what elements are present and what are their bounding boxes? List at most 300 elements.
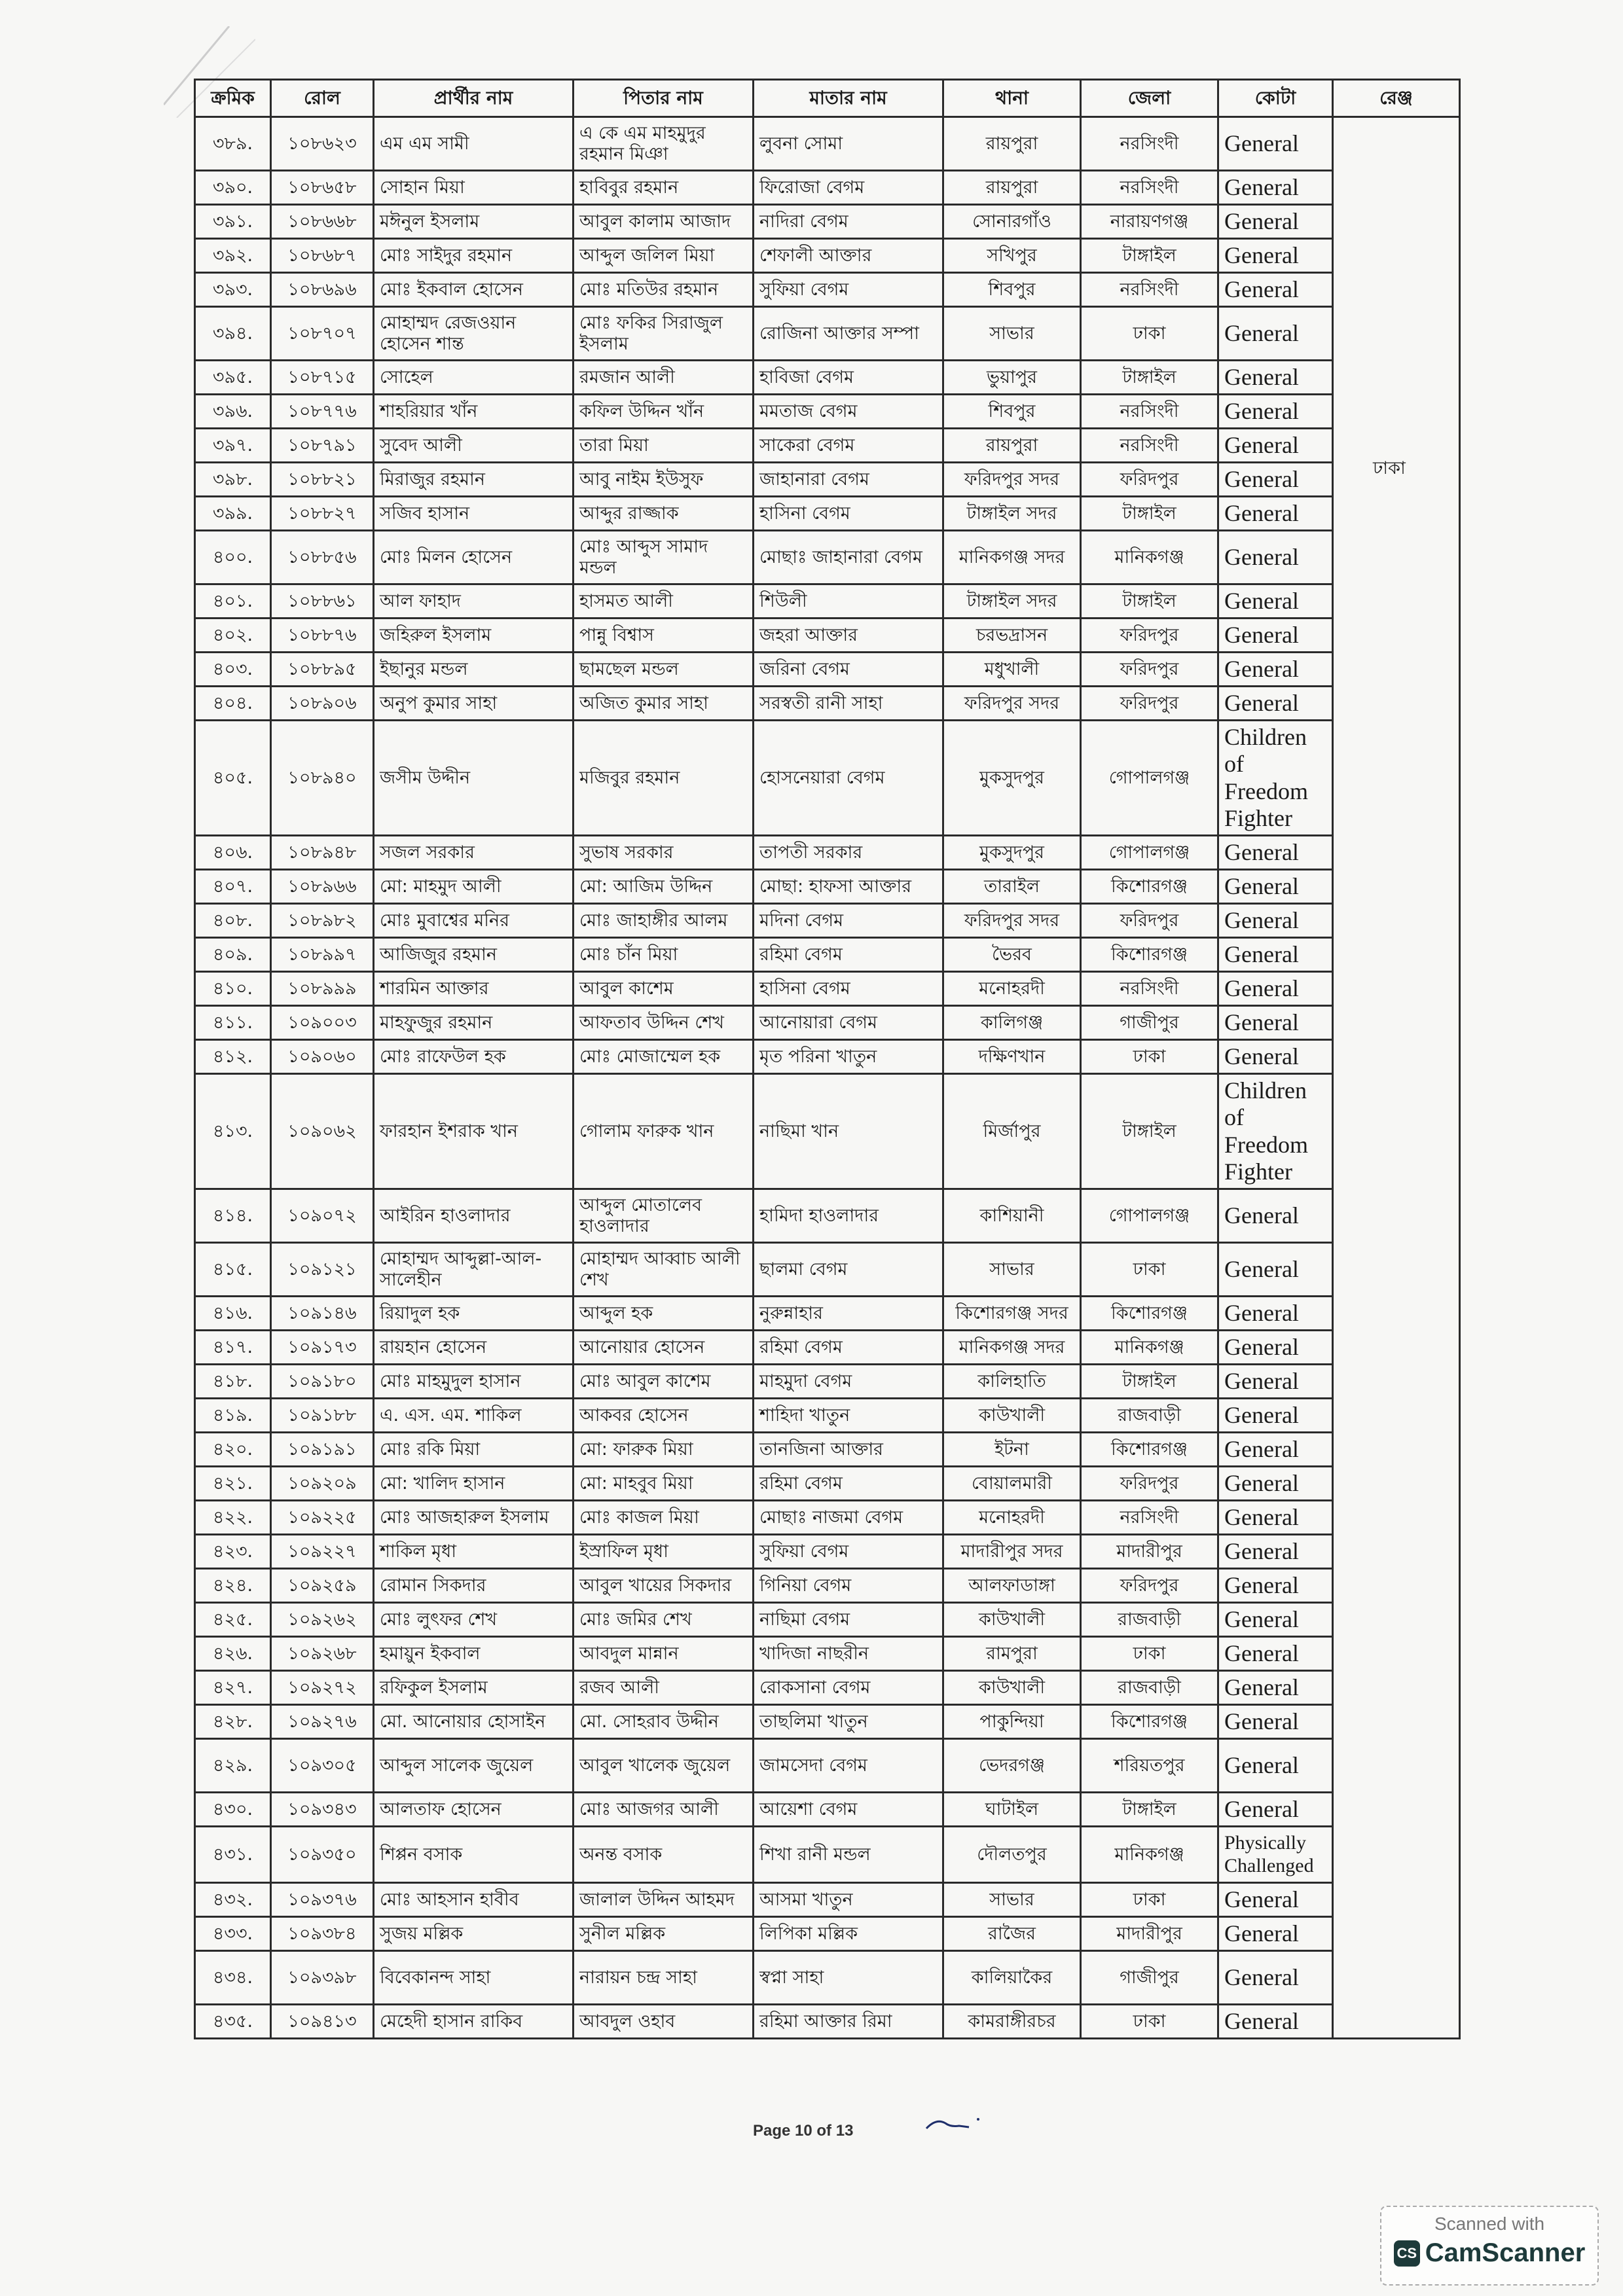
cell-district: কিশোরগঞ্জ (1081, 1433, 1218, 1467)
cell-serial: ৪১৮. (195, 1365, 271, 1399)
table-row (195, 584, 1460, 619)
cell-roll: ১০৮৬৮৭ (271, 239, 374, 273)
cell-father: মোঃ কাজল মিয়া (574, 1501, 754, 1535)
cell-mother: সরস্বতী রানী সাহা (754, 687, 943, 721)
cell-thana: আলফাডাঙ্গা (943, 1569, 1081, 1603)
cell-father: আবুল খায়ের সিকদার (574, 1569, 754, 1603)
table-row (195, 904, 1460, 938)
cell-quota: Physically Challenged (1218, 1827, 1333, 1883)
cell-mother: মৃত পরিনা খাতুন (754, 1040, 943, 1074)
cell-roll: ১০৮৯৪০ (271, 721, 374, 836)
cell-serial: ৪৩০. (195, 1793, 271, 1827)
cell-mother: রহিমা বেগম (754, 1467, 943, 1501)
table-row (195, 1603, 1460, 1637)
cell-roll: ১০৮৮২৭ (271, 497, 374, 531)
cell-quota: General (1218, 307, 1333, 361)
watermark-brand-name: CamScanner (1425, 2238, 1586, 2267)
table-row (195, 721, 1460, 836)
cell-serial: ৪২৭. (195, 1671, 271, 1705)
cell-quota: General (1218, 904, 1333, 938)
cell-father: রমজান আলী (574, 361, 754, 395)
cell-thana: সোনারগাঁও (943, 205, 1081, 239)
cell-name: আইরিন হাওলাদার (374, 1189, 574, 1243)
cell-name: মোঃ রাফেউল হক (374, 1040, 574, 1074)
cell-name: জসীম উদ্দীন (374, 721, 574, 836)
table-row (195, 1074, 1460, 1189)
cell-roll: ১০৯৩৭৬ (271, 1883, 374, 1917)
cell-serial: ৪০১. (195, 584, 271, 619)
cell-thana: ইটনা (943, 1433, 1081, 1467)
cell-mother: মাহমুদা বেগম (754, 1365, 943, 1399)
cell-quota: General (1218, 1243, 1333, 1297)
cell-district: ঢাকা (1081, 1883, 1218, 1917)
cell-thana: ফরিদপুর সদর (943, 463, 1081, 497)
cell-district: রাজবাড়ী (1081, 1399, 1218, 1433)
cell-roll: ১০৯২৬২ (271, 1603, 374, 1637)
cell-father: আবদুল ওহাব (574, 2005, 754, 2039)
cell-serial: ৪২৫. (195, 1603, 271, 1637)
cell-quota: General (1218, 463, 1333, 497)
cell-father: আব্দুর রাজ্জাক (574, 497, 754, 531)
cell-thana: ভৈরব (943, 938, 1081, 972)
cell-mother: হাসিনা বেগম (754, 972, 943, 1006)
cell-roll: ১০৮৯৮২ (271, 904, 374, 938)
cell-name: মো: মাহমুদ আলী (374, 870, 574, 904)
cell-father: কফিল উদ্দিন খাঁন (574, 395, 754, 429)
cell-mother: জহরা আক্তার (754, 619, 943, 653)
cell-roll: ১০৯১৪৬ (271, 1297, 374, 1331)
cell-roll: ১০৮৮৬১ (271, 584, 374, 619)
cell-thana: কাউখালী (943, 1399, 1081, 1433)
candidate-table (194, 79, 1461, 2039)
cell-district: ঢাকা (1081, 307, 1218, 361)
cell-roll: ১০৮৯৬৬ (271, 870, 374, 904)
cell-quota: General (1218, 1637, 1333, 1671)
table-row (195, 1399, 1460, 1433)
signature-mark (923, 2115, 982, 2135)
header-district: জেলা (1081, 80, 1218, 117)
cell-father: নারায়ন চন্দ্র সাহা (574, 1951, 754, 2005)
cell-father: মো: ফারুক মিয়া (574, 1433, 754, 1467)
table-row (195, 273, 1460, 307)
cell-name: সুবেদ আলী (374, 429, 574, 463)
table-row (195, 1705, 1460, 1739)
cell-name: মোহাম্মদ রেজওয়ান হোসেন শান্ত (374, 307, 574, 361)
cell-thana: কিশোরগঞ্জ সদর (943, 1297, 1081, 1331)
cell-mother: রহিমা আক্তার রিমা (754, 2005, 943, 2039)
table-row (195, 1827, 1460, 1883)
header-roll: রোল (271, 80, 374, 117)
cell-district: টাঙ্গাইল (1081, 239, 1218, 273)
cell-name: মোঃ মাহমুদুল হাসান (374, 1365, 574, 1399)
cell-roll: ১০৮৭৯১ (271, 429, 374, 463)
cell-thana: ঘাটাইল (943, 1793, 1081, 1827)
cell-serial: ৪১৬. (195, 1297, 271, 1331)
header-thana: থানা (943, 80, 1081, 117)
cell-father: মো: মাহবুব মিয়া (574, 1467, 754, 1501)
table-row (195, 205, 1460, 239)
cell-roll: ১০৮৮২১ (271, 463, 374, 497)
table-row (195, 307, 1460, 361)
cell-quota: General (1218, 1365, 1333, 1399)
cell-quota: General (1218, 1399, 1333, 1433)
cell-quota: General (1218, 1006, 1333, 1040)
cell-father: তারা মিয়া (574, 429, 754, 463)
cell-roll: ১০৯১৮০ (271, 1365, 374, 1399)
cell-roll: ১০৯২৬৮ (271, 1637, 374, 1671)
cell-mother: মোছাঃ জাহানারা বেগম (754, 531, 943, 584)
cell-district: নরসিংদী (1081, 429, 1218, 463)
cell-district: ফরিদপুর (1081, 1569, 1218, 1603)
cell-thana: শিবপুর (943, 395, 1081, 429)
cell-serial: ৪৩৩. (195, 1917, 271, 1951)
cell-father: আবদুল মান্নান (574, 1637, 754, 1671)
cell-roll: ১০৮৮৫৬ (271, 531, 374, 584)
table-row (195, 1365, 1460, 1399)
cell-mother: শেফালী আক্তার (754, 239, 943, 273)
cell-district: ঢাকা (1081, 1040, 1218, 1074)
table-row (195, 870, 1460, 904)
table-row (195, 619, 1460, 653)
cell-mother: ছালমা বেগম (754, 1243, 943, 1297)
cell-district: শরিয়তপুর (1081, 1739, 1218, 1793)
header-name: প্রার্থীর নাম (374, 80, 574, 117)
cell-quota: General (1218, 619, 1333, 653)
cell-roll: ১০৯০৭২ (271, 1189, 374, 1243)
table-row (195, 1006, 1460, 1040)
cell-thana: ফরিদপুর সদর (943, 687, 1081, 721)
cell-district: ফরিদপুর (1081, 687, 1218, 721)
cell-quota: General (1218, 653, 1333, 687)
cell-serial: ৪১০. (195, 972, 271, 1006)
cell-mother: শিখা রানী মন্ডল (754, 1827, 943, 1883)
cell-roll: ১০৯০৬০ (271, 1040, 374, 1074)
cell-name: আলতাফ হোসেন (374, 1793, 574, 1827)
cell-quota: General (1218, 1433, 1333, 1467)
cell-thana: মধুখালী (943, 653, 1081, 687)
cell-mother: শিউলী (754, 584, 943, 619)
cell-district: ফরিদপুর (1081, 619, 1218, 653)
cell-mother: তাছলিমা খাতুন (754, 1705, 943, 1739)
cell-mother: স্বপ্না সাহা (754, 1951, 943, 2005)
cell-mother: হামিদা হাওলাদার (754, 1189, 943, 1243)
cell-thana: মুকসুদপুর (943, 721, 1081, 836)
cell-thana: রাজৈর (943, 1917, 1081, 1951)
cell-roll: ১০৯৩৪৩ (271, 1793, 374, 1827)
cell-thana: টাঙ্গাইল সদর (943, 497, 1081, 531)
table-row (195, 239, 1460, 273)
cell-roll: ১০৯১২১ (271, 1243, 374, 1297)
cell-quota: General (1218, 497, 1333, 531)
cell-serial: ৪০৮. (195, 904, 271, 938)
cell-name: মোঃ সাইদুর রহমান (374, 239, 574, 273)
table-header-row (195, 80, 1460, 117)
cell-name: আল ফাহাদ (374, 584, 574, 619)
cell-quota: General (1218, 2005, 1333, 2039)
cell-quota: General (1218, 1603, 1333, 1637)
cell-name: ইছানুর মন্ডল (374, 653, 574, 687)
cell-father: মোঃ আব্দুস সামাদ মন্ডল (574, 531, 754, 584)
cell-district: গাজীপুর (1081, 1951, 1218, 2005)
cell-name: মাহফুজুর রহমান (374, 1006, 574, 1040)
cell-father: মো: আজিম উদ্দিন (574, 870, 754, 904)
cell-district: টাঙ্গাইল (1081, 1074, 1218, 1189)
cell-thana: কাশিয়ানী (943, 1189, 1081, 1243)
cell-district: কিশোরগঞ্জ (1081, 938, 1218, 972)
cell-mother: আনোয়ারা বেগম (754, 1006, 943, 1040)
cell-thana: মনোহরদী (943, 1501, 1081, 1535)
page-number: Page 10 of 13 (753, 2122, 854, 2140)
cell-father: সুনীল মল্লিক (574, 1917, 754, 1951)
cell-serial: ৪০৪. (195, 687, 271, 721)
cell-name: শাহরিয়ার খাঁন (374, 395, 574, 429)
cell-name: আজিজুর রহমান (374, 938, 574, 972)
cell-roll: ১০৮৯৪৮ (271, 836, 374, 870)
cell-district: নরসিংদী (1081, 171, 1218, 205)
cell-district: মানিকগঞ্জ (1081, 1331, 1218, 1365)
cell-serial: ৪১৫. (195, 1243, 271, 1297)
table-row (195, 171, 1460, 205)
header-father: পিতার নাম (574, 80, 754, 117)
cell-serial: ৩৯০. (195, 171, 271, 205)
header-division: রেঞ্জ (1333, 80, 1460, 117)
cell-quota: General (1218, 361, 1333, 395)
cell-thana: কালিয়াকৈর (943, 1951, 1081, 2005)
cell-district: নরসিংদী (1081, 395, 1218, 429)
cell-roll: ১০৯২৭৬ (271, 1705, 374, 1739)
table-row (195, 1637, 1460, 1671)
table-row (195, 1793, 1460, 1827)
cell-quota: General (1218, 205, 1333, 239)
cell-serial: ৪১৭. (195, 1331, 271, 1365)
cell-thana: শিবপুর (943, 273, 1081, 307)
cell-serial: ৩৮৯. (195, 117, 271, 171)
cell-quota: Children of Freedom Fighter (1218, 1074, 1333, 1189)
cell-roll: ১০৮৮৭৬ (271, 619, 374, 653)
cell-serial: ৪১৩. (195, 1074, 271, 1189)
cell-name: সজিব হাসান (374, 497, 574, 531)
cell-father: আব্দুল জলিল মিয়া (574, 239, 754, 273)
table-row (195, 1739, 1460, 1793)
cell-thana: মাদারীপুর সদর (943, 1535, 1081, 1569)
cell-father: মজিবুর রহমান (574, 721, 754, 836)
cell-serial: ৩৯৫. (195, 361, 271, 395)
cell-serial: ৪১৯. (195, 1399, 271, 1433)
cell-mother: জরিনা বেগম (754, 653, 943, 687)
cell-name: সজল সরকার (374, 836, 574, 870)
cell-serial: ৪১২. (195, 1040, 271, 1074)
table-row (195, 1535, 1460, 1569)
cell-district: নরসিংদী (1081, 972, 1218, 1006)
cell-thana: টাঙ্গাইল সদর (943, 584, 1081, 619)
table-row (195, 972, 1460, 1006)
cell-quota: General (1218, 1297, 1333, 1331)
cell-district: মানিকগঞ্জ (1081, 1827, 1218, 1883)
cell-mother: নুরুন্নাহার (754, 1297, 943, 1331)
cell-mother: সুফিয়া বেগম (754, 273, 943, 307)
cell-quota: General (1218, 1705, 1333, 1739)
cell-father: মোঃ জাহাঙ্গীর আলম (574, 904, 754, 938)
watermark-scanned-with: Scanned with (1434, 2214, 1545, 2234)
cell-roll: ১০৯২৫৯ (271, 1569, 374, 1603)
cell-name: এম এম সামী (374, 117, 574, 171)
cell-father: সুভাষ সরকার (574, 836, 754, 870)
cell-quota: General (1218, 117, 1333, 171)
table-row (195, 1040, 1460, 1074)
cell-serial: ৪২৩. (195, 1535, 271, 1569)
cell-mother: মদিনা বেগম (754, 904, 943, 938)
cell-thana: ফরিদপুর সদর (943, 904, 1081, 938)
cell-quota: General (1218, 1917, 1333, 1951)
cell-father: আবু নাইম ইউসুফ (574, 463, 754, 497)
cell-mother: সুফিয়া বেগম (754, 1535, 943, 1569)
cell-mother: হোসনেয়ারা বেগম (754, 721, 943, 836)
table-row (195, 361, 1460, 395)
cell-serial: ৪০৯. (195, 938, 271, 972)
cell-name: মোহাম্মদ আব্দুল্লা-আল-সালেহীন (374, 1243, 574, 1297)
cell-roll: ১০৮৯০৬ (271, 687, 374, 721)
table-row (195, 1569, 1460, 1603)
cell-district: টাঙ্গাইল (1081, 1365, 1218, 1399)
cell-mother: মোছা: হাফসা আক্তার (754, 870, 943, 904)
cell-thana: সাভার (943, 1883, 1081, 1917)
cell-father: রজব আলী (574, 1671, 754, 1705)
cell-quota: General (1218, 938, 1333, 972)
cell-father: মোঃ আবুল কাশেম (574, 1365, 754, 1399)
cell-district: নরসিংদী (1081, 1501, 1218, 1535)
cell-roll: ১০৯২৭২ (271, 1671, 374, 1705)
cell-mother: নাছিমা খান (754, 1074, 943, 1189)
cell-district: রাজবাড়ী (1081, 1603, 1218, 1637)
cell-district: গোপালগঞ্জ (1081, 721, 1218, 836)
cell-serial: ৪২২. (195, 1501, 271, 1535)
cell-father: আবুল খালেক জুয়েল (574, 1739, 754, 1793)
cell-district: ফরিদপুর (1081, 653, 1218, 687)
cell-name: মো: খালিদ হাসান (374, 1467, 574, 1501)
cell-district: কিশোরগঞ্জ (1081, 1705, 1218, 1739)
cell-district: গোপালগঞ্জ (1081, 836, 1218, 870)
table-row (195, 653, 1460, 687)
cell-roll: ১০৮৭০৭ (271, 307, 374, 361)
table-row (195, 1189, 1460, 1243)
table-row (195, 1917, 1460, 1951)
cell-name: বিবেকানন্দ সাহা (374, 1951, 574, 2005)
cell-serial: ৩৯৩. (195, 273, 271, 307)
cell-quota: General (1218, 836, 1333, 870)
cell-district: মানিকগঞ্জ (1081, 531, 1218, 584)
cell-roll: ১০৮৬৯৬ (271, 273, 374, 307)
cell-name: মোঃ রকি মিয়া (374, 1433, 574, 1467)
cell-thana: রামপুরা (943, 1637, 1081, 1671)
cell-thana: কালিহাতি (943, 1365, 1081, 1399)
cell-serial: ৪২০. (195, 1433, 271, 1467)
cell-name: সোহেল (374, 361, 574, 395)
table-row (195, 836, 1460, 870)
cell-quota: General (1218, 239, 1333, 273)
cell-father: আনোয়ার হোসেন (574, 1331, 754, 1365)
camscanner-logo-icon: CS (1394, 2240, 1420, 2267)
cell-father: অজিত কুমার সাহা (574, 687, 754, 721)
cell-name: মোঃ লুৎফর শেখ (374, 1603, 574, 1637)
camscanner-watermark (1380, 2206, 1599, 2286)
cell-thana: মির্জাপুর (943, 1074, 1081, 1189)
cell-name: হমায়ুন ইকবাল (374, 1637, 574, 1671)
cell-serial: ৪০৫. (195, 721, 271, 836)
cell-father: হাসমত আলী (574, 584, 754, 619)
cell-thana: মুকসুদপুর (943, 836, 1081, 870)
cell-roll: ১০৯০৬২ (271, 1074, 374, 1189)
cell-district: নরসিংদী (1081, 273, 1218, 307)
cell-name: রফিকুল ইসলাম (374, 1671, 574, 1705)
cell-name: আব্দুল সালেক জুয়েল (374, 1739, 574, 1793)
cell-father: এ কে এম মাহমুদুর রহমান মিঞা (574, 117, 754, 171)
cell-father: মো. সোহরাব উদ্দীন (574, 1705, 754, 1739)
table-row (195, 1883, 1460, 1917)
table-row (195, 1433, 1460, 1467)
cell-father: হাবিবুর রহমান (574, 171, 754, 205)
cell-quota: General (1218, 429, 1333, 463)
table-row (195, 1297, 1460, 1331)
header-serial: ক্রমিক (195, 80, 271, 117)
cell-quota: General (1218, 1671, 1333, 1705)
cell-quota: General (1218, 870, 1333, 904)
cell-district: ঢাকা (1081, 1637, 1218, 1671)
cell-serial: ৪১১. (195, 1006, 271, 1040)
cell-serial: ৪০০. (195, 531, 271, 584)
table-body (195, 117, 1460, 2039)
cell-thana: রায়পুরা (943, 171, 1081, 205)
cell-father: গোলাম ফারুক খান (574, 1074, 754, 1189)
cell-mother: আসমা খাতুন (754, 1883, 943, 1917)
cell-thana: চরভদ্রাসন (943, 619, 1081, 653)
cell-division: ঢাকা (1333, 117, 1460, 2039)
cell-roll: ১০৯২২৫ (271, 1501, 374, 1535)
cell-mother: রহিমা বেগম (754, 938, 943, 972)
cell-district: ফরিদপুর (1081, 904, 1218, 938)
cell-quota: General (1218, 171, 1333, 205)
table-row (195, 1331, 1460, 1365)
table-row (195, 531, 1460, 584)
cell-father: পান্নু বিশ্বাস (574, 619, 754, 653)
cell-father: আব্দুল হক (574, 1297, 754, 1331)
cell-serial: ৪০৩. (195, 653, 271, 687)
cell-mother: তাপতী সরকার (754, 836, 943, 870)
table-row (195, 1243, 1460, 1297)
cell-father: মোঃ আজগর আলী (574, 1793, 754, 1827)
cell-name: মিরাজুর রহমান (374, 463, 574, 497)
cell-name: মো. আনোয়ার হোসাইন (374, 1705, 574, 1739)
cell-thana: দৌলতপুর (943, 1827, 1081, 1883)
cell-district: টাঙ্গাইল (1081, 1793, 1218, 1827)
cell-mother: রোজিনা আক্তার সম্পা (754, 307, 943, 361)
cell-name: জহিরুল ইসলাম (374, 619, 574, 653)
cell-thana: ভুয়াপুর (943, 361, 1081, 395)
table-row (195, 687, 1460, 721)
cell-thana: মানিকগঞ্জ সদর (943, 1331, 1081, 1365)
cell-district: টাঙ্গাইল (1081, 497, 1218, 531)
cell-district: কিশোরগঞ্জ (1081, 870, 1218, 904)
cell-name: মোঃ আজহারুল ইসলাম (374, 1501, 574, 1535)
cell-serial: ৪১৪. (195, 1189, 271, 1243)
cell-mother: শাহিদা খাতুন (754, 1399, 943, 1433)
cell-father: মোঃ ফকির সিরাজুল ইসলাম (574, 307, 754, 361)
cell-roll: ১০৮৭৭৬ (271, 395, 374, 429)
cell-father: আব্দুল মোতালেব হাওলাদার (574, 1189, 754, 1243)
cell-thana: মানিকগঞ্জ সদর (943, 531, 1081, 584)
cell-mother: নাছিমা বেগম (754, 1603, 943, 1637)
cell-father: আকবর হোসেন (574, 1399, 754, 1433)
cell-quota: General (1218, 1793, 1333, 1827)
